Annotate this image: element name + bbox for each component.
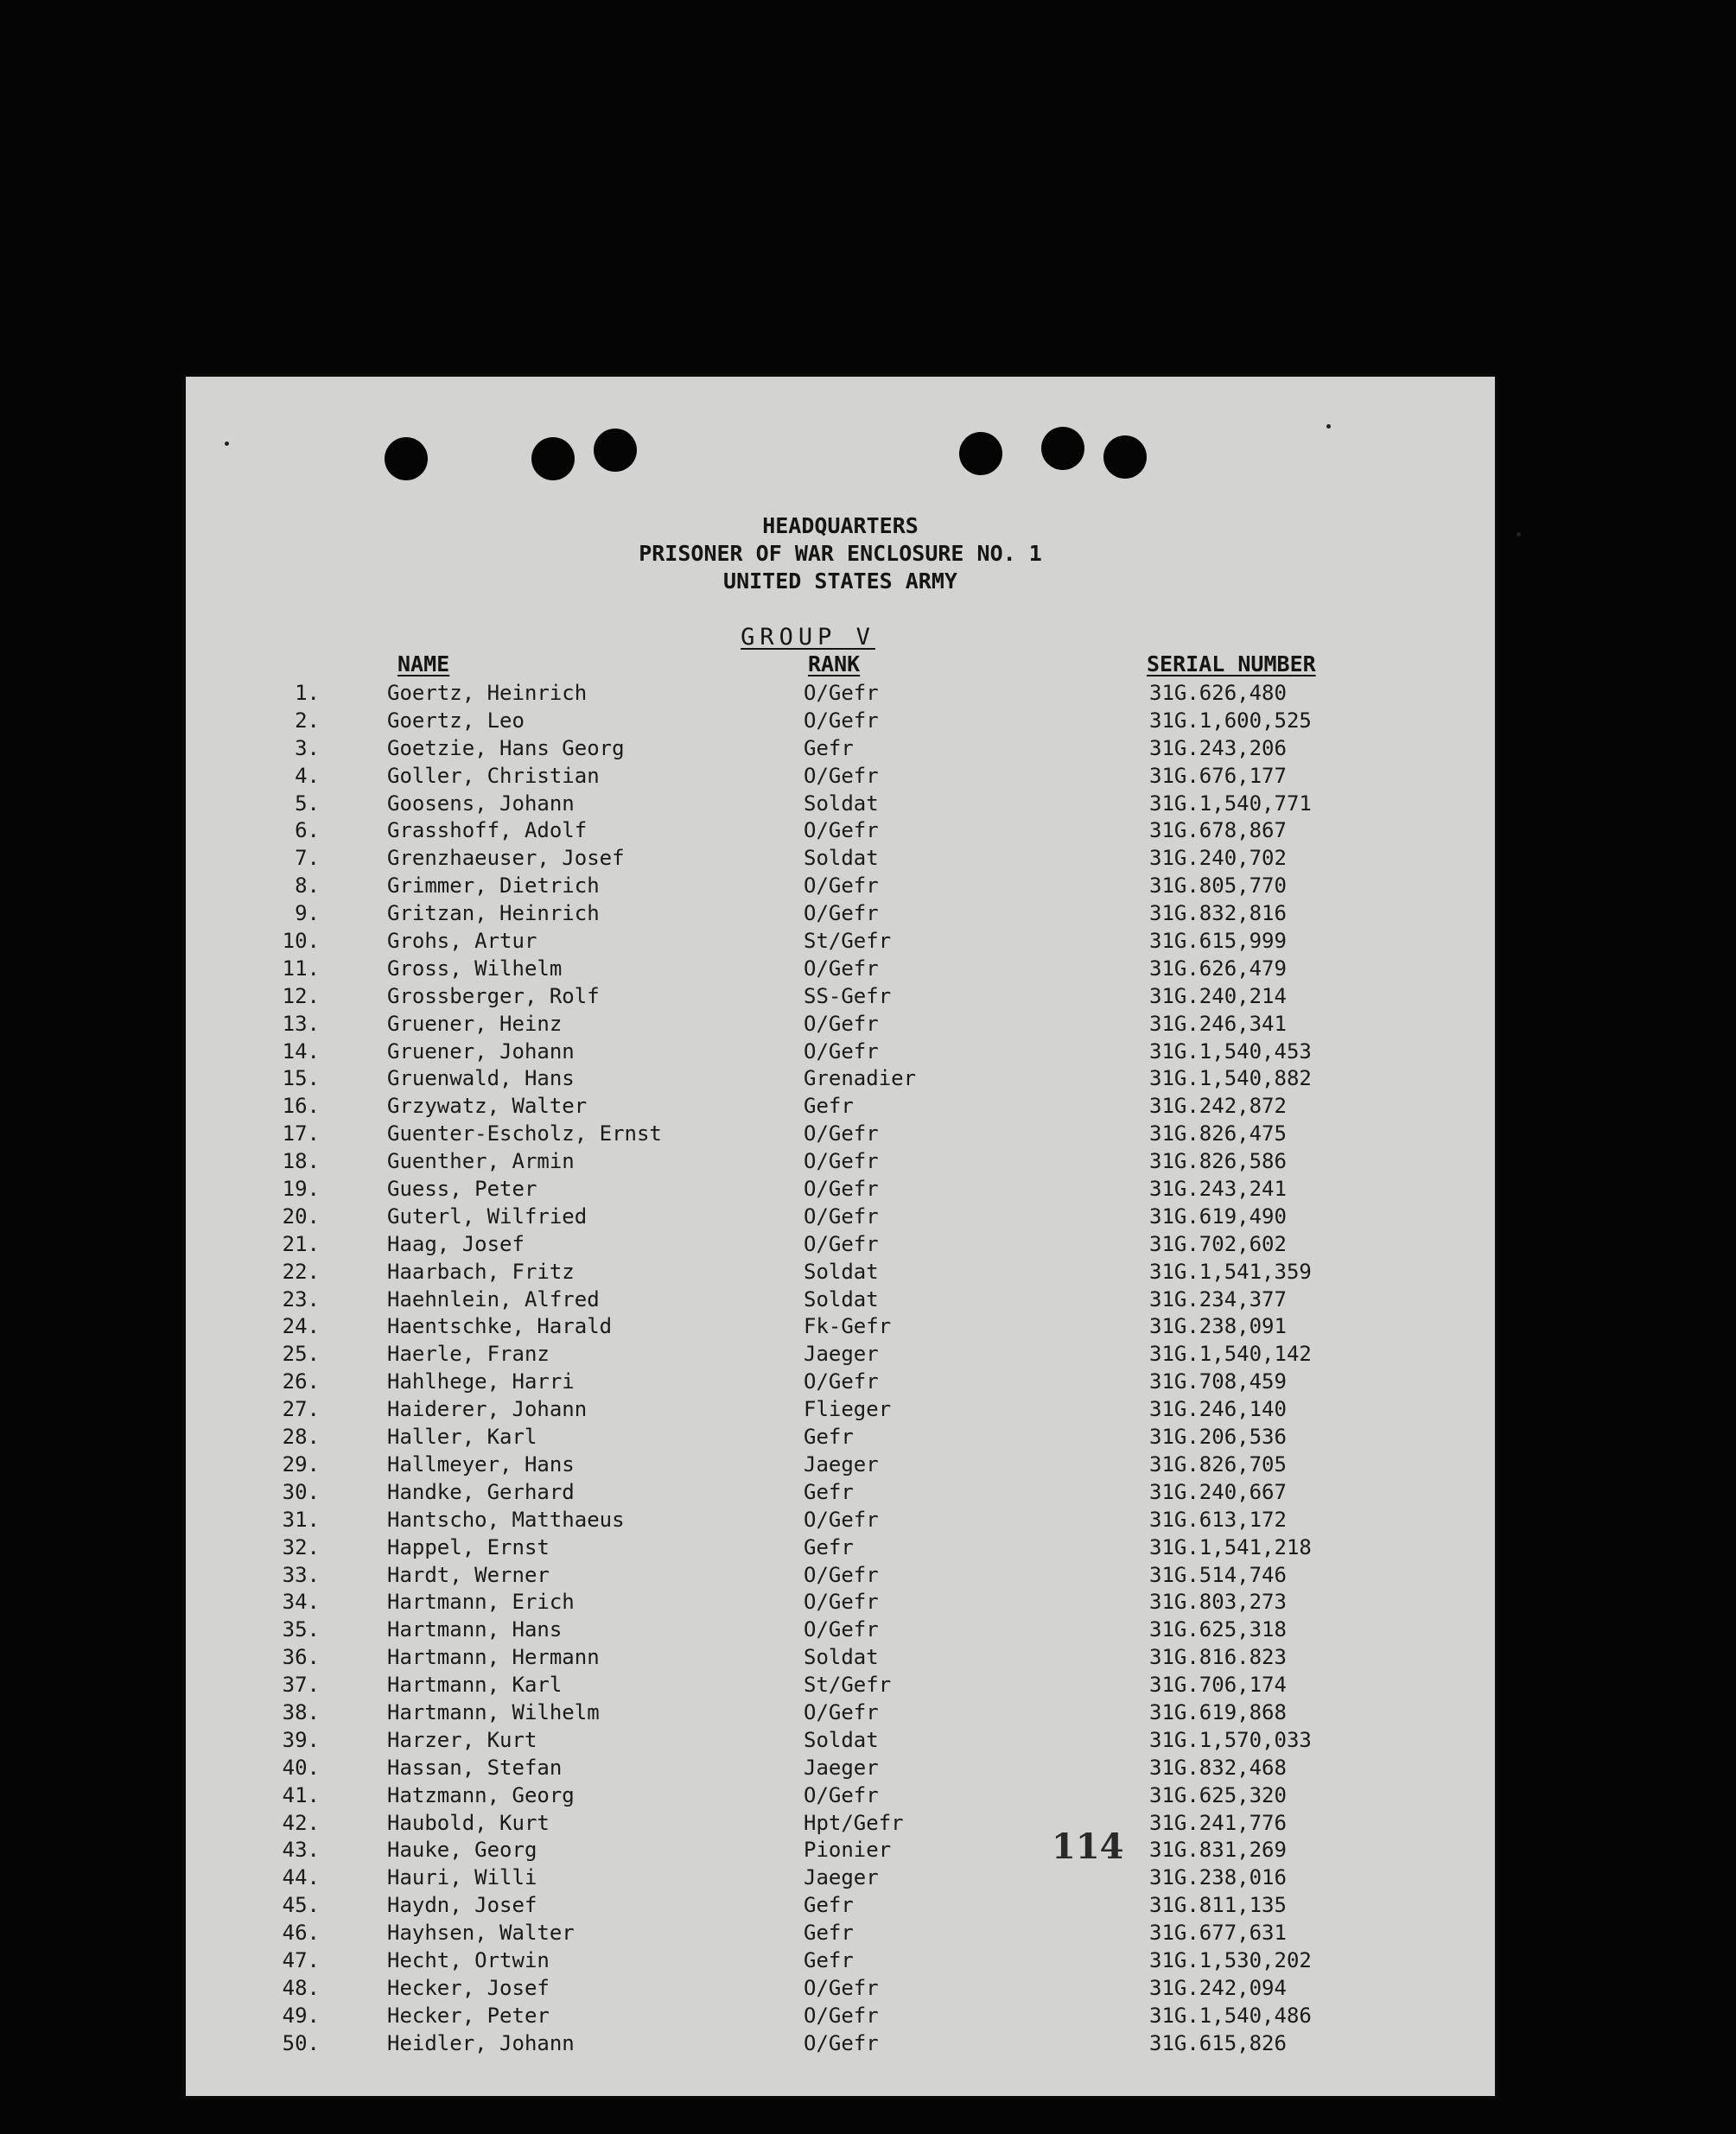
prisoner-name: Guenther, Armin (387, 1149, 575, 1174)
prisoner-rank: Soldat (804, 1259, 879, 1284)
row-number: 30. (282, 1479, 320, 1504)
column-header-serial: SERIAL NUMBER (1147, 651, 1316, 676)
row-number: 7. (295, 846, 320, 871)
row-number: 37. (282, 1673, 320, 1698)
header-line-2: PRISONER OF WAR ENCLOSURE NO. 1 (639, 541, 1042, 566)
serial-number: 31G.241,776 (1149, 1810, 1287, 1835)
prisoner-name: Hartmann, Wilhelm (387, 1699, 600, 1724)
roster-row (186, 1423, 1495, 1451)
prisoner-rank: Pionier (804, 1838, 892, 1863)
serial-number: 31G.708,459 (1149, 1369, 1287, 1394)
prisoner-name: Hardt, Werner (387, 1562, 550, 1587)
prisoner-name: Grenzhaeuser, Josef (387, 846, 625, 871)
serial-number: 31G.826,705 (1149, 1451, 1287, 1477)
serial-number: 31G.1,540,882 (1149, 1066, 1312, 1091)
serial-number: 31G.831,269 (1149, 1838, 1287, 1863)
prisoner-name: Gritzan, Heinrich (387, 901, 600, 926)
prisoner-name: Hecht, Ortwin (387, 1947, 550, 1972)
row-number: 32. (282, 1534, 320, 1559)
row-number: 19. (282, 1177, 320, 1202)
prisoner-name: Hartmann, Erich (387, 1590, 575, 1615)
serial-number: 31G.625,320 (1149, 1782, 1287, 1807)
roster-row (186, 1726, 1495, 1754)
serial-number: 31G.240,214 (1149, 983, 1287, 1008)
roster-row (186, 1258, 1495, 1286)
row-number: 33. (282, 1562, 320, 1587)
prisoner-rank: Soldat (804, 846, 879, 871)
roster-row (186, 1836, 1495, 1864)
roster-row (186, 1974, 1495, 2002)
roster-row (186, 1809, 1495, 1837)
prisoner-rank: Hpt/Gefr (804, 1810, 904, 1835)
prisoner-rank: O/Gefr (804, 681, 879, 705)
prisoner-rank: O/Gefr (804, 1369, 879, 1394)
roster-row (186, 955, 1495, 982)
prisoner-name: Goertz, Heinrich (387, 681, 588, 705)
prisoner-name: Hecker, Peter (387, 2003, 550, 2028)
punch-hole (531, 437, 575, 480)
prisoner-name: Grasshoff, Adolf (387, 818, 588, 843)
row-number: 12. (282, 983, 320, 1008)
prisoner-name: Grohs, Artur (387, 929, 537, 954)
serial-number: 31G.1,570,033 (1149, 1727, 1312, 1752)
roster-row (186, 1340, 1495, 1368)
serial-number: 31G.1,541,218 (1149, 1534, 1312, 1559)
row-number: 9. (295, 901, 320, 926)
prisoner-name: Guterl, Wilfried (387, 1204, 588, 1229)
row-number: 23. (282, 1286, 320, 1312)
prisoner-name: Hartmann, Hans (387, 1617, 563, 1642)
prisoner-rank: Soldat (804, 791, 879, 816)
serial-number: 31G.1,540,453 (1149, 1038, 1312, 1064)
serial-number: 31G.706,174 (1149, 1673, 1287, 1698)
roster-row (186, 1451, 1495, 1478)
roster-row (186, 1561, 1495, 1589)
prisoner-name: Hartmann, Hermann (387, 1645, 600, 1670)
row-number: 22. (282, 1259, 320, 1284)
roster-row (186, 707, 1495, 734)
roster-row (186, 1616, 1495, 1643)
serial-number: 31G.243,206 (1149, 735, 1287, 760)
prisoner-rank: O/Gefr (804, 1782, 879, 1807)
roster-row (186, 1643, 1495, 1671)
row-number: 21. (282, 1231, 320, 1256)
serial-number: 31G.615,999 (1149, 929, 1287, 954)
serial-number: 31G.1,600,525 (1149, 708, 1312, 733)
prisoner-name: Haubold, Kurt (387, 1810, 550, 1835)
roster-row (186, 1699, 1495, 1726)
roster-row (186, 2002, 1495, 2029)
serial-number: 31G.234,377 (1149, 1286, 1287, 1312)
roster-row (186, 1782, 1495, 1809)
punch-hole (959, 432, 1002, 475)
row-number: 18. (282, 1149, 320, 1174)
serial-number: 31G.246,341 (1149, 1011, 1287, 1036)
serial-number: 31G.676,177 (1149, 763, 1287, 788)
serial-number: 31G.243,241 (1149, 1177, 1287, 1202)
prisoner-name: Haerle, Franz (387, 1342, 550, 1367)
roster-list (186, 679, 1495, 2057)
serial-number: 31G.242,872 (1149, 1094, 1287, 1119)
roster-row (186, 679, 1495, 707)
roster-row (186, 1506, 1495, 1534)
serial-number: 31G.238,016 (1149, 1865, 1287, 1890)
row-number: 29. (282, 1451, 320, 1477)
row-number: 40. (282, 1755, 320, 1780)
row-number: 27. (282, 1397, 320, 1422)
serial-number: 31G.626,479 (1149, 956, 1287, 981)
serial-number: 31G.615,826 (1149, 2030, 1287, 2055)
roster-row (186, 1919, 1495, 1947)
prisoner-name: Goetzie, Hans Georg (387, 735, 625, 760)
row-number: 45. (282, 1893, 320, 1918)
roster-row (186, 1203, 1495, 1230)
row-number: 48. (282, 1975, 320, 2000)
prisoner-rank: O/Gefr (804, 1038, 879, 1064)
roster-row (186, 1064, 1495, 1092)
roster-row (186, 1891, 1495, 1919)
prisoner-rank: Jaeger (804, 1342, 879, 1367)
prisoner-rank: O/Gefr (804, 1011, 879, 1036)
prisoner-name: Haydn, Josef (387, 1893, 537, 1918)
prisoner-name: Hatzmann, Georg (387, 1782, 575, 1807)
document-page (186, 377, 1495, 2096)
serial-number: 31G.805,770 (1149, 873, 1287, 899)
prisoner-rank: Jaeger (804, 1451, 879, 1477)
roster-row (186, 982, 1495, 1010)
row-number: 31. (282, 1507, 320, 1532)
row-number: 1. (295, 681, 320, 705)
row-number: 34. (282, 1590, 320, 1615)
roster-row (186, 1368, 1495, 1395)
serial-number: 31G.240,702 (1149, 846, 1287, 871)
roster-row (186, 790, 1495, 817)
group-title: GROUP V (741, 624, 875, 651)
row-number: 15. (282, 1066, 320, 1091)
prisoner-name: Hallmeyer, Hans (387, 1451, 575, 1477)
prisoner-name: Hauke, Georg (387, 1838, 537, 1863)
serial-number: 31G.803,273 (1149, 1590, 1287, 1615)
prisoner-rank: O/Gefr (804, 2030, 879, 2055)
row-number: 26. (282, 1369, 320, 1394)
roster-row (186, 1864, 1495, 1891)
prisoner-rank: Jaeger (804, 1755, 879, 1780)
prisoner-name: Harzer, Kurt (387, 1727, 537, 1752)
roster-row (186, 1395, 1495, 1423)
row-number: 10. (282, 929, 320, 954)
roster-row (186, 1534, 1495, 1561)
prisoner-rank: Soldat (804, 1645, 879, 1670)
serial-number: 31G.832,816 (1149, 901, 1287, 926)
prisoner-name: Handke, Gerhard (387, 1479, 575, 1504)
prisoner-name: Gruenwald, Hans (387, 1066, 575, 1091)
serial-number: 31G.240,667 (1149, 1479, 1287, 1504)
row-number: 17. (282, 1121, 320, 1146)
row-number: 50. (282, 2030, 320, 2055)
serial-number: 31G.1,540,142 (1149, 1342, 1312, 1367)
serial-number: 31G.826,475 (1149, 1121, 1287, 1146)
row-number: 2. (295, 708, 320, 733)
row-number: 43. (282, 1838, 320, 1863)
roster-row (186, 1092, 1495, 1120)
row-number: 16. (282, 1094, 320, 1119)
row-number: 6. (295, 818, 320, 843)
prisoner-name: Goller, Christian (387, 763, 600, 788)
prisoner-rank: O/Gefr (804, 708, 879, 733)
prisoner-rank: Grenadier (804, 1066, 917, 1091)
row-number: 44. (282, 1865, 320, 1890)
row-number: 8. (295, 873, 320, 899)
roster-row (186, 1010, 1495, 1038)
prisoner-rank: Gefr (804, 735, 854, 760)
row-number: 35. (282, 1617, 320, 1642)
prisoner-name: Gruener, Johann (387, 1038, 575, 1064)
roster-row (186, 899, 1495, 927)
serial-number: 31G.1,541,359 (1149, 1259, 1312, 1284)
prisoner-name: Hartmann, Karl (387, 1673, 563, 1698)
prisoner-rank: O/Gefr (804, 1121, 879, 1146)
row-number: 14. (282, 1038, 320, 1064)
row-number: 36. (282, 1645, 320, 1670)
prisoner-name: Happel, Ernst (387, 1534, 550, 1559)
prisoner-name: Grimmer, Dietrich (387, 873, 600, 899)
punch-hole (594, 429, 637, 472)
prisoner-rank: O/Gefr (804, 818, 879, 843)
prisoner-name: Grzywatz, Walter (387, 1094, 588, 1119)
prisoner-rank: Fk-Gefr (804, 1314, 892, 1339)
row-number: 47. (282, 1947, 320, 1972)
row-number: 4. (295, 763, 320, 788)
prisoner-name: Guenter-Escholz, Ernst (387, 1121, 662, 1146)
prisoner-name: Haehnlein, Alfred (387, 1286, 600, 1312)
prisoner-name: Hassan, Stefan (387, 1755, 563, 1780)
serial-number: 31G.702,602 (1149, 1231, 1287, 1256)
prisoner-rank: O/Gefr (804, 1590, 879, 1615)
roster-row (186, 927, 1495, 955)
serial-number: 31G.1,530,202 (1149, 1947, 1312, 1972)
roster-row (186, 1230, 1495, 1258)
prisoner-name: Haarbach, Fritz (387, 1259, 575, 1284)
prisoner-name: Haiderer, Johann (387, 1397, 588, 1422)
serial-number: 31G.626,480 (1149, 681, 1287, 705)
prisoner-name: Guess, Peter (387, 1177, 537, 1202)
prisoner-name: Haentschke, Harald (387, 1314, 613, 1339)
prisoner-name: Hayhsen, Walter (387, 1921, 575, 1946)
prisoner-name: Hahlhege, Harri (387, 1369, 575, 1394)
serial-number: 31G.619,490 (1149, 1204, 1287, 1229)
prisoner-rank: O/Gefr (804, 956, 879, 981)
serial-number: 31G.677,631 (1149, 1921, 1287, 1946)
prisoner-rank: O/Gefr (804, 1231, 879, 1256)
header-line-3: UNITED STATES ARMY (723, 568, 957, 594)
prisoner-rank: Flieger (804, 1397, 892, 1422)
roster-row (186, 1312, 1495, 1340)
serial-number: 31G.678,867 (1149, 818, 1287, 843)
row-number: 5. (295, 791, 320, 816)
prisoner-rank: Gefr (804, 1893, 854, 1918)
serial-number: 31G.613,172 (1149, 1507, 1287, 1532)
prisoner-name: Grossberger, Rolf (387, 983, 600, 1008)
punch-hole (385, 437, 428, 480)
header-line-1: HEADQUARTERS (762, 513, 919, 538)
prisoner-name: Haag, Josef (387, 1231, 525, 1256)
punch-hole (1103, 435, 1147, 479)
serial-number: 31G.206,536 (1149, 1425, 1287, 1450)
prisoner-rank: O/Gefr (804, 2003, 879, 2028)
prisoner-name: Goosens, Johann (387, 791, 575, 816)
prisoner-rank: Gefr (804, 1094, 854, 1119)
speck (1326, 424, 1331, 429)
speck (1517, 532, 1521, 537)
prisoner-name: Gross, Wilhelm (387, 956, 563, 981)
serial-number: 31G.811,135 (1149, 1893, 1287, 1918)
serial-number: 31G.242,094 (1149, 1975, 1287, 2000)
prisoner-name: Gruener, Heinz (387, 1011, 563, 1036)
row-number: 28. (282, 1425, 320, 1450)
serial-number: 31G.826,586 (1149, 1149, 1287, 1174)
row-number: 25. (282, 1342, 320, 1367)
roster-row (186, 1175, 1495, 1203)
prisoner-rank: O/Gefr (804, 1617, 879, 1642)
serial-number: 31G.625,318 (1149, 1617, 1287, 1642)
prisoner-rank: O/Gefr (804, 1507, 879, 1532)
row-number: 3. (295, 735, 320, 760)
roster-row (186, 816, 1495, 844)
prisoner-name: Goertz, Leo (387, 708, 525, 733)
prisoner-rank: SS-Gefr (804, 983, 892, 1008)
roster-row (186, 844, 1495, 872)
row-number: 41. (282, 1782, 320, 1807)
prisoner-rank: O/Gefr (804, 1177, 879, 1202)
row-number: 42. (282, 1810, 320, 1835)
row-number: 20. (282, 1204, 320, 1229)
prisoner-name: Hantscho, Matthaeus (387, 1507, 625, 1532)
roster-row (186, 1671, 1495, 1699)
row-number: 24. (282, 1314, 320, 1339)
prisoner-rank: O/Gefr (804, 1204, 879, 1229)
roster-row (186, 1754, 1495, 1782)
prisoner-name: Haller, Karl (387, 1425, 537, 1450)
roster-row (186, 1588, 1495, 1616)
prisoner-rank: Gefr (804, 1921, 854, 1946)
row-number: 39. (282, 1727, 320, 1752)
prisoner-name: Heidler, Johann (387, 2030, 575, 2055)
prisoner-rank: O/Gefr (804, 901, 879, 926)
roster-row (186, 1286, 1495, 1313)
prisoner-rank: Gefr (804, 1425, 854, 1450)
prisoner-name: Hauri, Willi (387, 1865, 537, 1890)
prisoner-rank: Gefr (804, 1534, 854, 1559)
prisoner-rank: Soldat (804, 1286, 879, 1312)
page-stamp: 114 (1052, 1826, 1124, 1867)
row-number: 13. (282, 1011, 320, 1036)
serial-number: 31G.816.823 (1149, 1645, 1287, 1670)
serial-number: 31G.238,091 (1149, 1314, 1287, 1339)
roster-row (186, 1120, 1495, 1147)
roster-row (186, 1038, 1495, 1065)
serial-number: 31G.1,540,486 (1149, 2003, 1312, 2028)
serial-number: 31G.514,746 (1149, 1562, 1287, 1587)
column-header-name: NAME (397, 651, 450, 676)
row-number: 49. (282, 2003, 320, 2028)
roster-row (186, 1147, 1495, 1175)
prisoner-rank: O/Gefr (804, 1975, 879, 2000)
row-number: 46. (282, 1921, 320, 1946)
prisoner-rank: St/Gefr (804, 1673, 892, 1698)
prisoner-rank: O/Gefr (804, 1562, 879, 1587)
speck (225, 441, 229, 446)
roster-row (186, 762, 1495, 790)
serial-number: 31G.832,468 (1149, 1755, 1287, 1780)
prisoner-rank: O/Gefr (804, 763, 879, 788)
prisoner-rank: O/Gefr (804, 873, 879, 899)
prisoner-rank: Soldat (804, 1727, 879, 1752)
serial-number: 31G.1,540,771 (1149, 791, 1312, 816)
prisoner-name: Hecker, Josef (387, 1975, 550, 2000)
roster-row (186, 1478, 1495, 1506)
prisoner-rank: St/Gefr (804, 929, 892, 954)
prisoner-rank: Gefr (804, 1479, 854, 1504)
roster-row (186, 872, 1495, 899)
prisoner-rank: O/Gefr (804, 1149, 879, 1174)
serial-number: 31G.619,868 (1149, 1699, 1287, 1724)
serial-number: 31G.246,140 (1149, 1397, 1287, 1422)
prisoner-rank: Jaeger (804, 1865, 879, 1890)
roster-row (186, 2029, 1495, 2057)
row-number: 11. (282, 956, 320, 981)
prisoner-rank: O/Gefr (804, 1699, 879, 1724)
row-number: 38. (282, 1699, 320, 1724)
column-header-rank: RANK (808, 651, 861, 676)
roster-row (186, 1947, 1495, 1974)
roster-row (186, 734, 1495, 762)
prisoner-rank: Gefr (804, 1947, 854, 1972)
punch-hole (1041, 427, 1084, 470)
